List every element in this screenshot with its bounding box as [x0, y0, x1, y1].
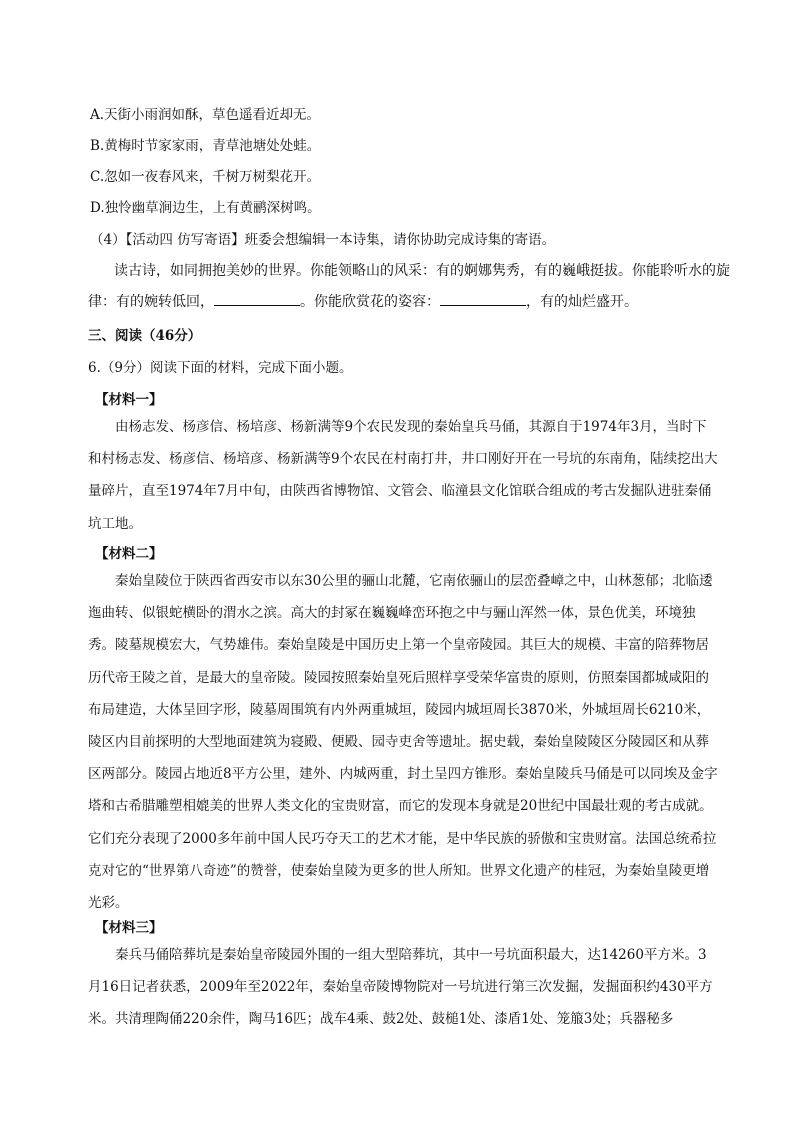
material3-label: 【材料三】: [95, 920, 163, 936]
activity4-prompt: （4）【活动四 仿写寄语】班委会想编辑一本诗集，请你协助完成诗集的寄语。: [90, 232, 556, 248]
blank-answer-1[interactable]: [214, 293, 300, 306]
material1-text: 由杨志发、杨彦信、杨培彦、杨新满等9个农民发现的秦始皇兵马俑，其源自于1974年3月，当时下和村杨志发、杨彦信、杨培彦、杨新满等9个农民在村南打井，井口刚好开在一号坑的东南角，陆续挖出大量碎片，直至1974年7月中旬，由陕西省博物馆、文管会、临潼县文化馆联合组成的考古发掘队进驻秦俑坑工地。: [88, 419, 718, 532]
blank-answer-2[interactable]: [440, 293, 526, 306]
material2-text: 秦始皇陵位于陕西省西安市以东30公里的骊山北麓，它南依骊山的层峦叠嶂之中，山林葱郁；北临逶迤曲转、似银蛇横卧的渭水之滨。高大的封冢在巍巍峰峦环抱之中与骊山浑然一体，景色优美，环境独秀。陵墓规模宏大，气势雄伟。秦始皇陵是中国历史上第一个皇帝陵园。其巨大的规模、丰富的陪葬物居历代帝王陵之首，是最大的皇帝陵。陵园按照秦始皇死后照样享受荣华富贵的原则，仿照秦国都城咸阳的布局建造，大体呈回字形，陵墓周围筑有内外两重城垣，陵园内城垣周长3870米，外城垣周长6210米，陵区内目前探明的大型地面建筑为寝殿、便殿、园寺吏舍等遗址。据史载，秦始皇陵陵区分陵园区和从葬区两部分。陵园占地近8平方公里，建外、内城两重，封土呈四方锥形。秦始皇陵兵马俑是可以同埃及金字塔和古希腊雕塑相媲美的世界人类文化的宝贵财富，而它的发现本身就是20世纪中国最壮观的考古成就。它们充分表现了2000多年前中国人民巧夺天工的艺术才能，是中华民族的骄傲和宝贵财富。法国总统希拉克对它的“世界第八奇迹”的赞誉，使秦始皇陵为更多的世人所知。世界文化遗产的桂冠，为秦始皇陵更增光彩。: [88, 573, 718, 912]
material1-label: 【材料一】: [95, 392, 163, 408]
activity4-line2-c: ，有的灿烂盛开。: [526, 294, 638, 310]
question6: 6.（9分）阅读下面的材料，完成下面小题。: [88, 360, 353, 376]
option-d: D.独怜幽草涧边生，上有黄鹂深树鸣。: [90, 200, 321, 216]
activity4-line2-b: 。你能欣赏花的姿容：: [300, 294, 440, 310]
activity4-line2-a: 律：有的婉转低回，: [88, 294, 214, 310]
option-c: C.忽如一夜春风来，千树万树梨花开。: [90, 169, 321, 185]
material3-text: 秦兵马俑陪葬坑是秦始皇帝陵园外围的一组大型陪葬坑，其中一号坑面积最大，达14260平方米。3月16日记者获悉，2009年至2022年，秦始皇帝陵博物院对一号坑进行第三次发掘，发掘面积约430平方米。共清理陶俑220余件，陶马16匹；战车4乘、鼓2处、鼓槌1处、漆盾1处、笼箙3处；兵器秘多: [88, 947, 713, 1028]
option-b: B.黄梅时节家家雨，青草池塘处处蛙。: [90, 138, 321, 154]
material2-label: 【材料二】: [95, 546, 163, 562]
activity4-line1: 读古诗，如同拥抱美妙的世界。你能领略山的风采：有的婀娜隽秀，有的巍峨挺拔。你能聆听水的旋: [114, 263, 730, 279]
activity4-line2: [88, 291, 638, 311]
option-a: A.天街小雨润如酥，草色遥看近却无。: [90, 107, 321, 123]
section3-title: 三、阅读（46分）: [88, 328, 202, 344]
